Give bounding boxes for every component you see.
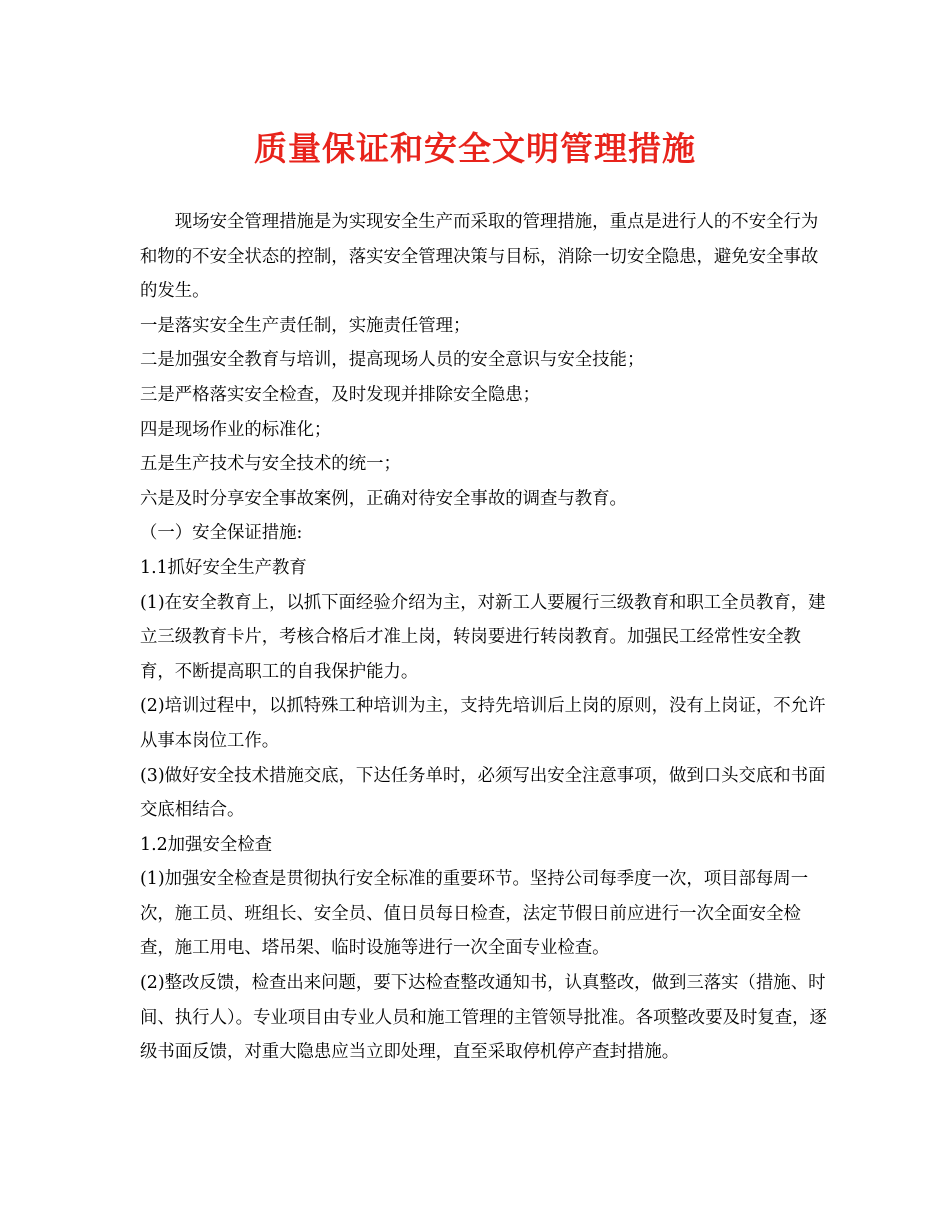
measure-item-6: 六是及时分享安全事故案例，正确对待安全事故的调查与教育。 [140, 488, 627, 509]
measure-item-1: 一是落实安全生产责任制，实施责任管理； [140, 315, 471, 336]
paragraph-1-1-2: (2)培训过程中，以抓特殊工种培训为主，支持先培训后上岗的原则，没有上岗证，不允许从事本岗位工作。 [140, 696, 826, 751]
document-title: 质量保证和安全文明管理措施 [254, 129, 696, 168]
section-heading: （一）安全保证措施: [140, 523, 303, 544]
paragraph-1-2-1: (1)加强安全检查是贯彻执行安全标准的重要环节。坚持公司每季度一次，项目部每周一次，施工员、班组长、安全员、值日员每日检查，法定节假日前应进行一次全面安全检查，施工用电、塔吊架、临时设施等进行一次全面专业检查。 [140, 869, 809, 959]
document-body [140, 205, 830, 1070]
measure-item-2: 二是加强安全教育与培训，提高现场人员的安全意识与安全技能； [140, 350, 645, 371]
subsection-heading-1-2: 1.2加强安全检查 [140, 834, 273, 855]
paragraph-1-1-3: (3)做好安全技术措施交底，下达任务单时，必须写出安全注意事项，做到口头交底和书面交底相结合。 [140, 765, 826, 821]
measure-item-4: 四是现场作业的标准化； [140, 419, 332, 440]
subsection-heading-1-1: 1.1抓好安全生产教育 [140, 557, 307, 578]
paragraph-1-1-1: (1)在安全教育上，以抓下面经验介绍为主，对新工人要履行三级教育和职工全员教育，建立三级教育卡片，考核合格后才准上岗，转岗要进行转岗教育。加强民工经常性安全教育，不断提高职工的自我保护能力。 [140, 592, 826, 682]
measure-item-5: 五是生产技术与安全技术的统一； [140, 454, 401, 475]
paragraph-1-2-2: (2)整改反馈，检查出来问题，要下达检查整改通知书，认真整改，做到三落实（措施、时间、执行人）。专业项目由专业人员和施工管理的主管领导批准。各项整改要及时复查，逐级书面反馈，对重大隐患应当立即处理，直至采取停机停产查封措施。 [140, 973, 827, 1063]
intro-paragraph: 现场安全管理措施是为实现安全生产而采取的管理措施，重点是进行人的不安全行为和物的不安全状态的控制，落实安全管理决策与目标，消除一切安全隐患，避免安全事故的发生。 [140, 212, 819, 302]
measure-item-3: 三是严格落实安全检查，及时发现并排除安全隐患； [140, 384, 540, 405]
